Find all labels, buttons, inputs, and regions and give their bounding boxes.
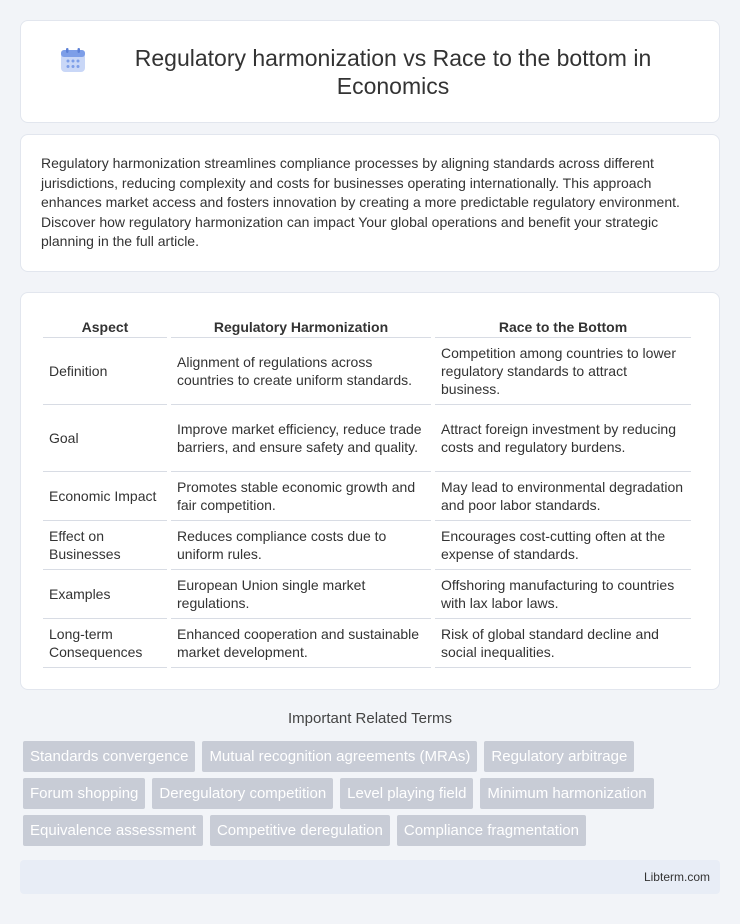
row-race: May lead to environmental degradation and poor labor standards. bbox=[435, 472, 691, 521]
term-tag[interactable]: Compliance fragmentation bbox=[397, 815, 586, 846]
title-card bbox=[20, 20, 720, 123]
row-aspect: Economic Impact bbox=[43, 472, 167, 521]
term-tag[interactable]: Minimum harmonization bbox=[480, 778, 653, 809]
row-aspect: Definition bbox=[43, 338, 167, 405]
row-race: Attract foreign investment by reducing costs and regulatory burdens. bbox=[435, 405, 691, 472]
comparison-card bbox=[20, 292, 720, 690]
header-regulatory-harmonization: Regulatory Harmonization bbox=[171, 315, 431, 338]
row-harmonization: Improve market efficiency, reduce trade barriers, and ensure safety and quality. bbox=[171, 405, 431, 472]
term-tag[interactable]: Regulatory arbitrage bbox=[484, 741, 634, 772]
term-row bbox=[23, 815, 723, 846]
row-aspect: Examples bbox=[43, 570, 167, 619]
row-harmonization: European Union single market regulations. bbox=[171, 570, 431, 619]
term-tag[interactable]: Forum shopping bbox=[23, 778, 145, 809]
table-row bbox=[43, 619, 691, 668]
table-row bbox=[43, 472, 691, 521]
row-aspect: Effect on Businesses bbox=[43, 521, 167, 570]
table-row bbox=[43, 338, 691, 405]
header-aspect: Aspect bbox=[43, 315, 167, 338]
calendar-icon bbox=[60, 47, 86, 73]
row-race: Encourages cost-cutting often at the expense of standards. bbox=[435, 521, 691, 570]
page-title: Regulatory harmonization vs Race to the bottom in Economics bbox=[134, 44, 652, 99]
term-tag[interactable]: Equivalence assessment bbox=[23, 815, 203, 846]
term-tag[interactable]: Competitive deregulation bbox=[210, 815, 390, 846]
footer-site-link[interactable]: Libterm.com bbox=[643, 870, 710, 884]
related-terms-heading: Important Related Terms bbox=[288, 710, 452, 727]
intro-paragraph: Regulatory harmonization streamlines compliance processes by aligning standards across different jurisdictions, reducing complexity and costs for businesses operating internationally. This approach enhances market access and fosters innovation by creating a more predictable regulatory environment. Discover how regulatory harmonization can impact Your global operations and benefit your strategic planning in the full article. bbox=[41, 155, 680, 249]
intro-card bbox=[20, 134, 720, 272]
term-tag[interactable]: Level playing field bbox=[340, 778, 473, 809]
row-harmonization: Enhanced cooperation and sustainable market development. bbox=[171, 619, 431, 668]
term-tag[interactable]: Standards convergence bbox=[23, 741, 195, 772]
table-row bbox=[43, 570, 691, 619]
title-wrap bbox=[60, 44, 680, 100]
row-race: Risk of global standard decline and social inequalities. bbox=[435, 619, 691, 668]
header-race-to-the-bottom: Race to the Bottom bbox=[435, 315, 691, 338]
term-tag[interactable]: Mutual recognition agreements (MRAs) bbox=[202, 741, 477, 772]
row-race: Offshoring manufacturing to countries with lax labor laws. bbox=[435, 570, 691, 619]
row-harmonization: Alignment of regulations across countries to create uniform standards. bbox=[171, 338, 431, 405]
table-row bbox=[43, 405, 691, 472]
row-aspect: Goal bbox=[43, 405, 167, 472]
term-tag[interactable]: Deregulatory competition bbox=[152, 778, 333, 809]
row-harmonization: Reduces compliance costs due to uniform rules. bbox=[171, 521, 431, 570]
table-header-row bbox=[43, 315, 691, 338]
row-harmonization: Promotes stable economic growth and fair competition. bbox=[171, 472, 431, 521]
term-row bbox=[23, 741, 723, 772]
row-race: Competition among countries to lower regulatory standards to attract business. bbox=[435, 338, 691, 405]
row-aspect: Long-term Consequences bbox=[43, 619, 167, 668]
term-row bbox=[23, 778, 723, 809]
related-terms bbox=[23, 741, 723, 852]
footer bbox=[20, 860, 720, 894]
table-row bbox=[43, 521, 691, 570]
comparison-table bbox=[39, 315, 695, 668]
